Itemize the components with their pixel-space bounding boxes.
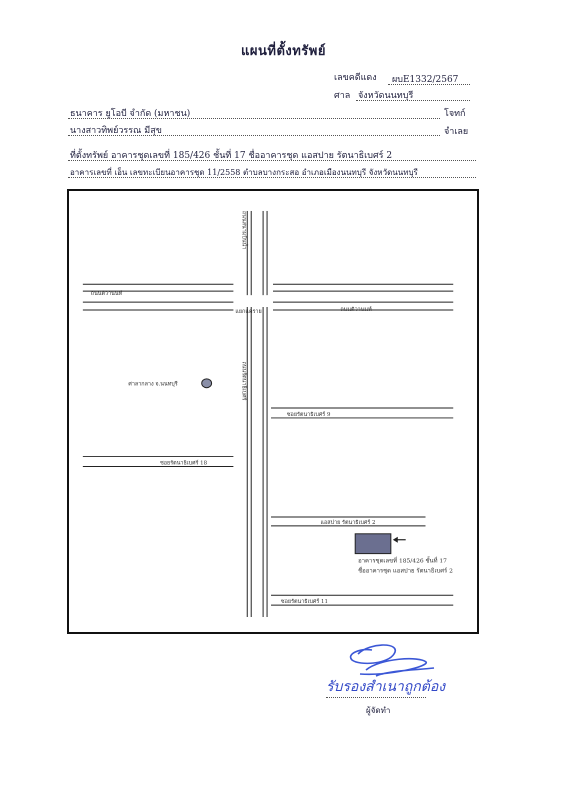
document-title: แผนที่ตั้งทรัพย์ [241, 44, 326, 59]
case-number-value: ผบE1332/2567 [392, 75, 459, 85]
certification-text: รับรองสำเนาถูกต้อง [326, 679, 446, 695]
plaintiff-underline [68, 118, 440, 119]
court-underline [356, 100, 470, 101]
case-number-label: เลขคดีแดง [334, 73, 377, 83]
signature-underline [326, 697, 426, 698]
road-label-rattanathibet: ถนนรัตนาธิเบศร์ [240, 361, 247, 401]
property-underline-1 [68, 160, 476, 161]
defendant-name: นางสาวทิพย์วรรณ มีสุข [70, 126, 162, 136]
map-drawing [69, 191, 477, 632]
soi-18-label: ซอยรัตนาธิเบศร์ 18 [160, 460, 208, 467]
landmark-label: ศาลากลาง จ.นนทบุรี [128, 381, 178, 388]
intersection-label: แยกแคราย [235, 308, 262, 315]
property-underline-2 [68, 177, 476, 178]
court-name: จังหวัดนนทบุรี [358, 91, 414, 101]
plaintiff-name: ธนาคาร ยูโอบี จำกัด (มหาชน) [70, 109, 191, 119]
defendant-role: จำเลย [444, 127, 469, 137]
pointer-arrow-icon [393, 537, 406, 543]
property-line-2: อาคารเลขที่ เอ็น เลขทะเบียนอาคารชุด 11/2558 ตำบลบางกระสอ อำเภอเมืองนนทบุรี จังหวัดนนทบุรี [70, 168, 418, 177]
case-number-underline [388, 84, 470, 85]
soi-11-label: ซอยรัตนาธิเบศร์ 11 [280, 599, 328, 606]
road-label-tiwanon-west: ถนนติวานนท์ [90, 291, 123, 298]
property-map-label-2: ชื่ออาคารชุด แอสปาย รัตนาธิเบศร์ 2 [358, 567, 453, 575]
property-marker [355, 534, 391, 554]
landmark-marker [202, 379, 212, 388]
plaintiff-role: โจทก์ [444, 109, 466, 119]
aspire-soi-label: แอสปาย รัตนาธิเบศร์ 2 [320, 519, 376, 526]
road-label-sanambinnam: ถนนสนามบินน้ำ [240, 210, 247, 250]
road-label-tiwanon-east: ถนนติวานนท์ [340, 306, 372, 313]
soi-9-label: ซอยรัตนาธิเบศร์ 9 [286, 411, 331, 418]
court-label: ศาล [334, 91, 351, 101]
property-line-1: ที่ตั้งทรัพย์ อาคารชุดเลขที่ 185/426 ชั้นที่ 17 ชื่ออาคารชุด แอสปาย รัตนาธิเบศร์ 2 [70, 151, 393, 161]
property-map-label-1: อาคารชุดเลขที่ 185/426 ชั้นที่ 17 [358, 557, 447, 565]
defendant-underline [68, 135, 440, 136]
preparer-label: ผู้จัดทำ [366, 706, 391, 715]
location-map [67, 189, 479, 634]
